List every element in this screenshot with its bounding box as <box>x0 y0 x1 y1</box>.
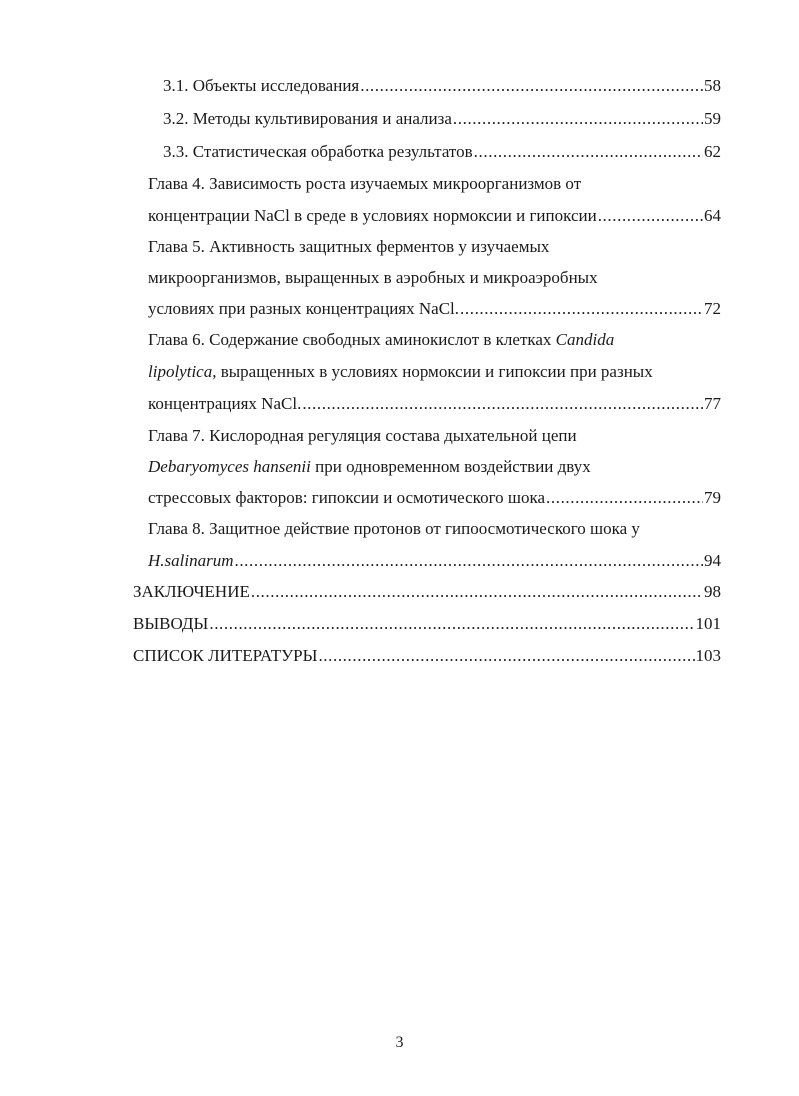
toc-leader-dots <box>209 613 694 635</box>
toc-entry-ch6-line1[interactable] <box>148 329 721 351</box>
toc-entry-3-1[interactable] <box>163 75 721 97</box>
toc-entry-title <box>148 361 653 383</box>
toc-entry-page: 64 <box>704 206 721 225</box>
toc-entry-title: Глава 5. Активность защитных ферментов у изучаемых <box>148 237 550 256</box>
toc-entry-text: Глава 6. Содержание свободных аминокислот в клетках <box>148 330 556 349</box>
toc-entry-ch4-line2[interactable] <box>148 205 721 227</box>
toc-entry-ch7-line3[interactable] <box>148 487 721 509</box>
toc-entry-title: СПИСОК ЛИТЕРАТУРЫ <box>133 646 318 665</box>
toc-entry-ch5-line3[interactable] <box>148 298 721 320</box>
toc-leader-dots <box>453 108 703 130</box>
toc-entry-title: 3.3. Статистическая обработка результатов <box>163 142 473 161</box>
toc-entry-conclusion[interactable] <box>133 581 721 603</box>
toc-entry-title <box>148 329 614 351</box>
toc-entry-references[interactable] <box>133 645 721 667</box>
toc-entry-ch6-line2[interactable] <box>148 361 721 383</box>
toc-leader-dots <box>360 75 703 97</box>
toc-entry-ch4-line1[interactable] <box>148 173 721 195</box>
toc-entry-ch7-line1[interactable] <box>148 425 721 447</box>
toc-entry-title: Глава 8. Защитное действие протонов от гипоосмотического шока у <box>148 519 640 538</box>
toc-entry-ch5-line2[interactable] <box>148 267 721 289</box>
toc-entry-findings[interactable] <box>133 613 721 635</box>
toc-leader-dots <box>598 205 703 227</box>
toc-leader-dots <box>302 393 703 415</box>
species-name: Candida <box>555 330 615 349</box>
toc-entry-title: концентрациях NaCl. <box>148 394 302 413</box>
toc-entry-ch7-line2[interactable] <box>148 456 721 478</box>
toc-entry-ch5-line1[interactable] <box>148 236 721 258</box>
toc-entry-title: ВЫВОДЫ <box>133 614 209 633</box>
toc-leader-dots <box>234 550 703 572</box>
toc-entry-title: стрессовых факторов: гипоксии и осмотического шока <box>148 488 546 507</box>
toc-leader-dots <box>474 141 703 163</box>
toc-entry-page: 103 <box>695 646 721 665</box>
toc-entry-page: 98 <box>704 582 721 601</box>
toc-entry-title: ЗАКЛЮЧЕНИЕ <box>133 582 250 601</box>
toc-entry-ch6-line3[interactable] <box>148 393 721 415</box>
toc-entry-page: 94 <box>704 551 721 570</box>
species-name: lipolytica <box>148 362 213 381</box>
toc-leader-dots <box>318 645 694 667</box>
toc-entry-page: 62 <box>704 142 721 161</box>
toc-entry-3-2[interactable] <box>163 108 721 130</box>
toc-entry-text: , выращенных в условиях нормоксии и гипоксии при разных <box>212 362 653 381</box>
toc-entry-page: 72 <box>704 299 721 318</box>
toc-entry-3-3[interactable] <box>163 141 721 163</box>
toc-entry-title <box>148 456 591 478</box>
toc-entry-title: 3.2. Методы культивирования и анализа <box>163 109 452 128</box>
page-number: 3 <box>395 1034 404 1051</box>
toc-entry-title: условиях при разных концентрациях NaCl. <box>148 299 460 318</box>
toc-entry-page: 77 <box>704 394 721 413</box>
toc-entry-page: 58 <box>704 76 721 95</box>
toc-entry-page: 79 <box>704 488 721 507</box>
toc-entry-text: при одновременном воздействии двух <box>310 457 591 476</box>
toc-entry-page: 59 <box>704 109 721 128</box>
toc-entry-ch8-line1[interactable] <box>148 518 721 540</box>
toc-entry-ch8-line2[interactable] <box>148 550 721 572</box>
species-name: H.salinarum <box>148 551 234 570</box>
species-name: Debaryomyces hansenii <box>148 457 311 476</box>
toc-entry-title: микроорганизмов, выращенных в аэробных и микроаэробных <box>148 268 598 287</box>
toc-entry-title: Глава 7. Кислородная регуляция состава дыхательной цепи <box>148 426 577 445</box>
toc-leader-dots <box>251 581 703 603</box>
toc-leader-dots <box>546 487 703 509</box>
toc-entry-page: 101 <box>695 614 721 633</box>
toc-entry-title: Глава 4. Зависимость роста изучаемых микроорганизмов от <box>148 174 582 193</box>
toc-entry-title: концентрации NaCl в среде в условиях нормоксии и гипоксии <box>148 206 597 225</box>
toc-leader-dots <box>460 298 703 320</box>
toc-entry-title: 3.1. Объекты исследования <box>163 76 360 95</box>
